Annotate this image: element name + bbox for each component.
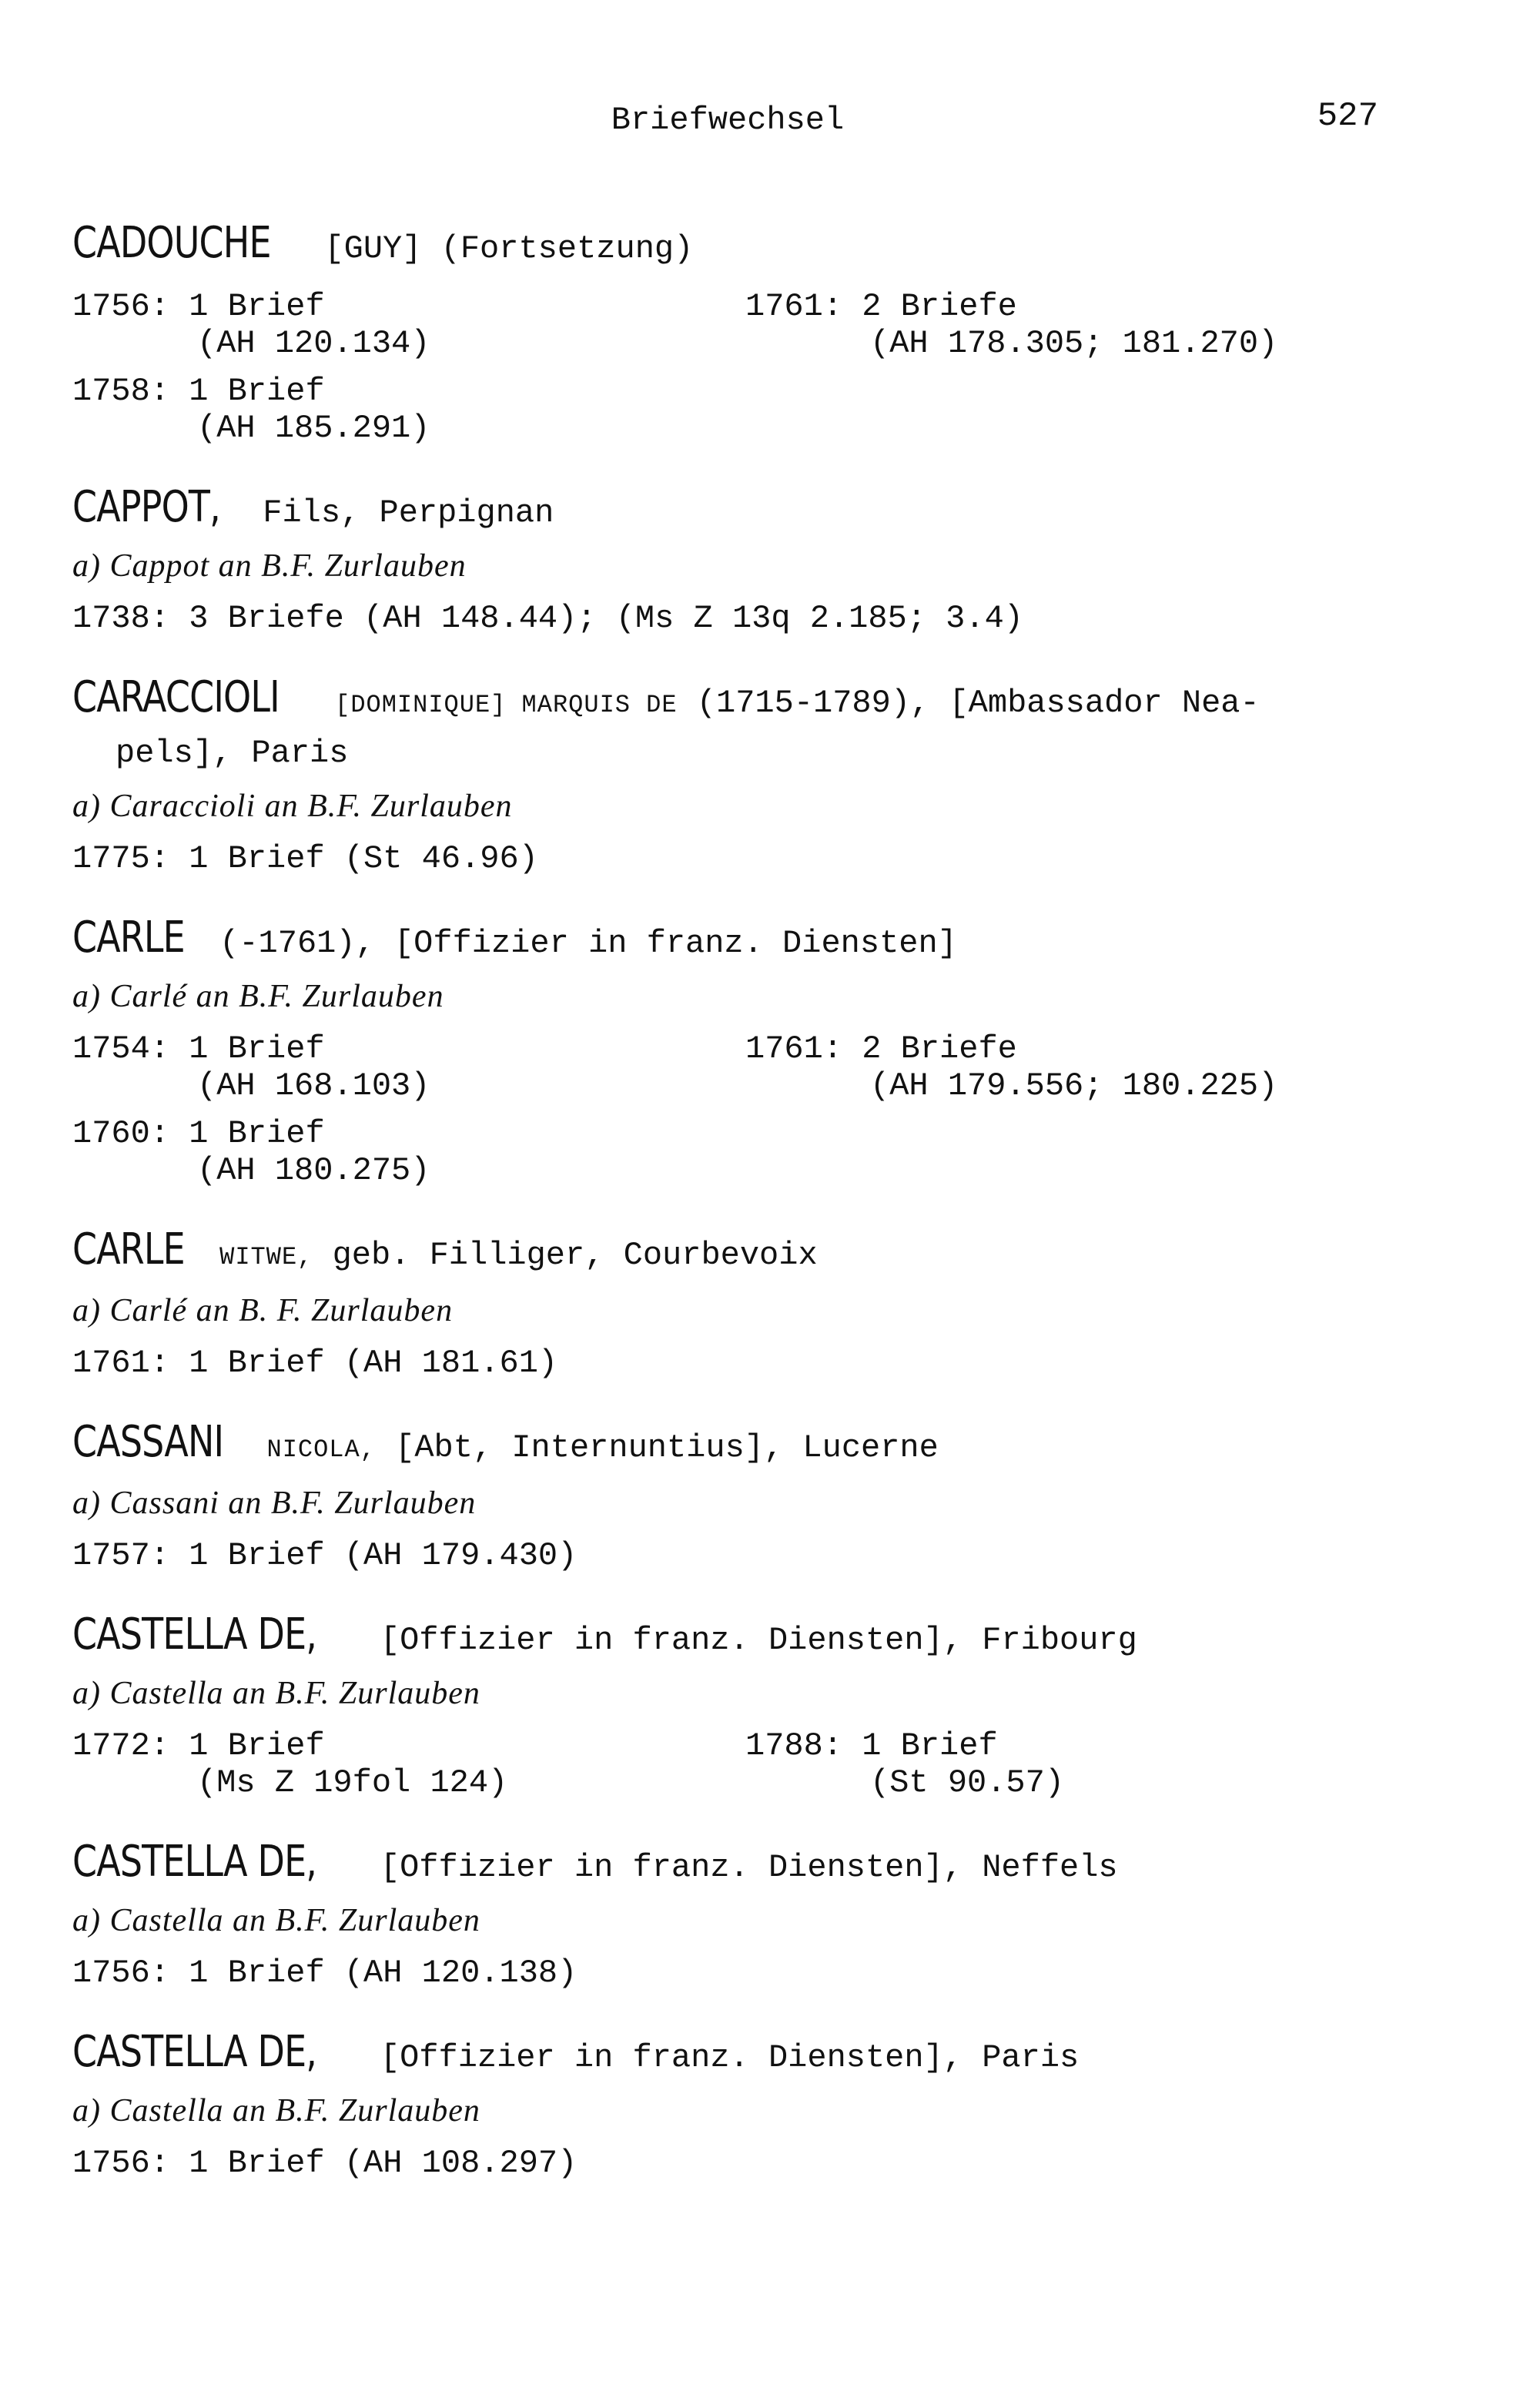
entry-heading: [72, 1611, 1428, 1664]
letter-record: [72, 373, 745, 447]
letter-count: 1772: 1 Brief: [72, 1727, 325, 1764]
register-entry: [72, 1838, 1428, 1991]
entry-name: CASSANI: [72, 1417, 224, 1467]
letter-ref: (AH 168.103): [197, 1067, 430, 1104]
letter-ref: (St 90.57): [870, 1764, 1065, 1801]
register-entry: [72, 2028, 1428, 2182]
register-entry: [72, 914, 1428, 1189]
entry-detail: geb. Filliger, Courbevoix: [332, 1237, 818, 1274]
register-entry: [72, 1611, 1428, 1801]
letter-ref: (AH 185.291): [197, 410, 430, 447]
entry-detail: [Offizier in franz. Diensten], Neffels: [380, 1849, 1118, 1886]
letter-grid: [72, 1727, 1428, 1801]
entry-heading: [72, 1226, 1428, 1281]
entry-name: CARLE: [72, 1224, 185, 1275]
letter-record: [72, 1727, 745, 1801]
entry-subheading: a) Castella an B.F. Zurlauben: [72, 1676, 480, 1711]
entry-smallcaps: WITWE,: [219, 1243, 313, 1271]
letter-count: 1788: 1 Brief: [745, 1727, 998, 1764]
letter-record: [745, 1727, 1428, 1801]
entry-detail: (1715-1789), [Ambassador Nea-: [696, 685, 1260, 722]
letter-ref: (AH 180.275): [197, 1152, 430, 1189]
entry-heading: [72, 1419, 1428, 1474]
letter-record: [72, 1030, 745, 1104]
entry-name: CASTELLA DE,: [72, 2027, 317, 2077]
entry-smallcaps: NICOLA,: [266, 1435, 376, 1464]
register-entry: [72, 1419, 1428, 1574]
entry-subheading: a) Cassani an B.F. Zurlauben: [72, 1486, 477, 1521]
entry-smallcaps: [DOMINIQUE] MARQUIS DE: [335, 691, 678, 719]
letter-record: [72, 1115, 745, 1189]
entry-detail: [GUY] (Fortsetzung): [324, 230, 694, 267]
entry-subheading: a) Carlé an B.F. Zurlauben: [72, 979, 444, 1014]
entry-detail: (-1761), [Offizier in franz. Diensten]: [219, 925, 957, 962]
letter-count: 1754: 1 Brief: [72, 1030, 325, 1067]
letter-ref: (AH 178.305; 181.270): [870, 325, 1278, 362]
letter-line: 1757: 1 Brief (AH 179.430): [72, 1537, 578, 1574]
entry-name: CARLE: [72, 913, 185, 963]
entry-subheading: a) Castella an B.F. Zurlauben: [72, 1903, 480, 1938]
letter-record: [745, 288, 1428, 362]
entry-detail-continued: pels], Paris: [116, 735, 349, 772]
entry-subheading: a) Cappot an B.F. Zurlauben: [72, 548, 467, 584]
entry-subheading: a) Carlé an B. F. Zurlauben: [72, 1293, 454, 1328]
entry-name: CASTELLA DE,: [72, 1610, 317, 1660]
entry-subheading: a) Castella an B.F. Zurlauben: [72, 2093, 480, 2129]
letter-line: 1756: 1 Brief (AH 108.297): [72, 2145, 578, 2182]
entry-subheading: a) Caraccioli an B.F. Zurlauben: [72, 789, 513, 824]
entry-name: CAPPOT,: [72, 482, 220, 532]
letter-line: 1756: 1 Brief (AH 120.138): [72, 1955, 578, 1991]
entry-detail: [Offizier in franz. Diensten], Paris: [380, 2039, 1080, 2076]
letter-count: 1761: 2 Briefe: [745, 1030, 1017, 1067]
entry-detail: Fils, Perpignan: [263, 494, 554, 531]
register-entry: [72, 219, 1428, 447]
letter-count: 1761: 2 Briefe: [745, 288, 1017, 325]
letter-count: 1758: 1 Brief: [72, 373, 325, 410]
letter-count: 1760: 1 Brief: [72, 1115, 325, 1152]
register-content: [72, 219, 1428, 2219]
letter-ref: (Ms Z 19fol 124): [197, 1764, 508, 1801]
entry-heading: [72, 2028, 1428, 2082]
entry-detail: [Abt, Internuntius], Lucerne: [395, 1429, 939, 1466]
entry-name: CASTELLA DE,: [72, 1837, 317, 1887]
entry-heading: [72, 219, 1428, 273]
letter-ref: (AH 179.556; 180.225): [870, 1067, 1278, 1104]
letter-line: 1775: 1 Brief (St 46.96): [72, 840, 538, 877]
letter-grid: [72, 288, 1428, 447]
page-number: 527: [1317, 97, 1378, 136]
entry-name: CARACCIOLI: [72, 672, 280, 722]
entry-heading: [72, 674, 1428, 777]
letter-grid: [72, 1030, 1428, 1189]
entry-heading: [72, 484, 1428, 537]
register-entry: [72, 1226, 1428, 1382]
entry-heading: [72, 914, 1428, 967]
letter-count: 1756: 1 Brief: [72, 288, 325, 325]
letter-line: 1738: 3 Briefe (AH 148.44); (Ms Z 13q 2.185; 3.4): [72, 600, 1024, 637]
letter-record: [72, 288, 745, 362]
page-header: [0, 97, 1540, 148]
letter-record: [745, 1030, 1428, 1104]
running-title: Briefwechsel: [611, 102, 845, 139]
register-entry: [72, 674, 1428, 877]
letter-line: 1761: 1 Brief (AH 181.61): [72, 1345, 558, 1382]
entry-detail: [Offizier in franz. Diensten], Fribourg: [380, 1622, 1137, 1659]
letter-ref: (AH 120.134): [197, 325, 430, 362]
register-entry: [72, 484, 1428, 637]
entry-name: CADOUCHE: [72, 218, 271, 268]
entry-heading: [72, 1838, 1428, 1891]
